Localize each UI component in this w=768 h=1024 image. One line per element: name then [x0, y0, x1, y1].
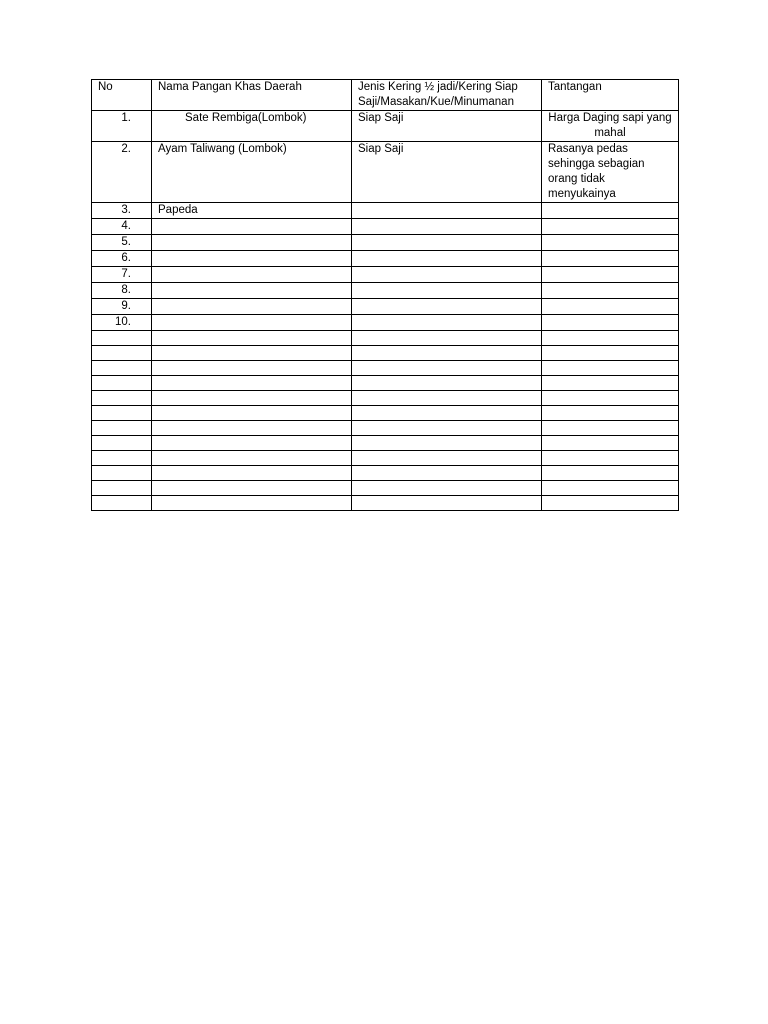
cell-nama — [152, 391, 352, 406]
cell-tantangan — [542, 283, 679, 299]
cell-jenis — [352, 406, 542, 421]
table-row — [92, 406, 679, 421]
cell-nama — [152, 376, 352, 391]
cell-jenis: Siap Saji — [352, 142, 542, 203]
cell-jenis — [352, 235, 542, 251]
cell-nama — [152, 436, 352, 451]
cell-jenis — [352, 391, 542, 406]
cell-jenis — [352, 331, 542, 346]
cell-jenis: Siap Saji — [352, 111, 542, 142]
cell-tantangan — [542, 235, 679, 251]
cell-no — [92, 376, 152, 391]
header-tantangan: Tantangan — [542, 80, 679, 111]
cell-no — [92, 466, 152, 481]
cell-no — [92, 436, 152, 451]
cell-nama — [152, 466, 352, 481]
cell-nama — [152, 421, 352, 436]
table-row — [92, 421, 679, 436]
cell-no — [92, 481, 152, 496]
cell-jenis — [352, 421, 542, 436]
cell-nama — [152, 496, 352, 511]
cell-no: 2. — [92, 142, 152, 203]
cell-jenis — [352, 219, 542, 235]
food-table — [91, 79, 679, 511]
cell-tantangan: Rasanya pedas sehingga sebagian orang tidak menyukainya — [542, 142, 679, 203]
cell-no: 1. — [92, 111, 152, 142]
cell-tantangan: Harga Daging sapi yang mahal — [542, 111, 679, 142]
cell-nama — [152, 331, 352, 346]
table-row — [92, 299, 679, 315]
cell-nama — [152, 251, 352, 267]
cell-jenis — [352, 251, 542, 267]
cell-nama — [152, 267, 352, 283]
cell-tantangan — [542, 267, 679, 283]
cell-no — [92, 421, 152, 436]
cell-tantangan — [542, 251, 679, 267]
cell-nama — [152, 219, 352, 235]
cell-nama — [152, 315, 352, 331]
cell-no — [92, 451, 152, 466]
cell-no: 5. — [92, 235, 152, 251]
cell-jenis — [352, 283, 542, 299]
cell-tantangan — [542, 203, 679, 219]
cell-nama: Papeda — [152, 203, 352, 219]
cell-nama — [152, 361, 352, 376]
cell-jenis — [352, 436, 542, 451]
table-row — [92, 203, 679, 219]
cell-tantangan — [542, 406, 679, 421]
cell-tantangan — [542, 376, 679, 391]
table-row — [92, 267, 679, 283]
table-row — [92, 235, 679, 251]
cell-tantangan — [542, 451, 679, 466]
header-nama: Nama Pangan Khas Daerah — [152, 80, 352, 111]
cell-nama — [152, 406, 352, 421]
cell-nama — [152, 481, 352, 496]
cell-nama — [152, 451, 352, 466]
cell-no: 3. — [92, 203, 152, 219]
cell-jenis — [352, 315, 542, 331]
table-row — [92, 251, 679, 267]
table-row — [92, 391, 679, 406]
cell-jenis — [352, 203, 542, 219]
cell-nama — [152, 235, 352, 251]
table-row — [92, 346, 679, 361]
cell-tantangan — [542, 496, 679, 511]
cell-tantangan — [542, 299, 679, 315]
cell-no: 10. — [92, 315, 152, 331]
table-row — [92, 315, 679, 331]
cell-tantangan — [542, 466, 679, 481]
cell-tantangan — [542, 421, 679, 436]
cell-tantangan — [542, 361, 679, 376]
cell-tantangan — [542, 331, 679, 346]
cell-no — [92, 391, 152, 406]
cell-jenis — [352, 361, 542, 376]
table-row — [92, 496, 679, 511]
cell-nama — [152, 299, 352, 315]
table-row — [92, 331, 679, 346]
table-row — [92, 361, 679, 376]
cell-jenis — [352, 376, 542, 391]
table-row — [92, 111, 679, 142]
cell-no: 6. — [92, 251, 152, 267]
cell-no — [92, 361, 152, 376]
cell-jenis — [352, 496, 542, 511]
cell-tantangan — [542, 391, 679, 406]
cell-no — [92, 406, 152, 421]
cell-tantangan — [542, 436, 679, 451]
cell-no: 8. — [92, 283, 152, 299]
cell-tantangan — [542, 219, 679, 235]
cell-jenis — [352, 267, 542, 283]
table-row — [92, 451, 679, 466]
cell-nama: Ayam Taliwang (Lombok) — [152, 142, 352, 203]
table-row — [92, 219, 679, 235]
table-row — [92, 481, 679, 496]
cell-nama — [152, 283, 352, 299]
cell-jenis — [352, 466, 542, 481]
cell-jenis — [352, 481, 542, 496]
table-header-row — [92, 80, 679, 111]
cell-no — [92, 346, 152, 361]
table-row — [92, 466, 679, 481]
cell-jenis — [352, 451, 542, 466]
table-row — [92, 376, 679, 391]
header-jenis: Jenis Kering ½ jadi/Kering Siap Saji/Masakan/Kue/Minumanan — [352, 80, 542, 111]
table-row — [92, 283, 679, 299]
cell-tantangan — [542, 346, 679, 361]
header-no: No — [92, 80, 152, 111]
table-row — [92, 142, 679, 203]
cell-tantangan — [542, 315, 679, 331]
cell-no — [92, 331, 152, 346]
table-row — [92, 436, 679, 451]
cell-jenis — [352, 299, 542, 315]
cell-no: 4. — [92, 219, 152, 235]
cell-no: 9. — [92, 299, 152, 315]
cell-tantangan — [542, 481, 679, 496]
cell-jenis — [352, 346, 542, 361]
cell-nama — [152, 346, 352, 361]
cell-no — [92, 496, 152, 511]
cell-nama: Sate Rembiga(Lombok) — [152, 111, 352, 142]
cell-no: 7. — [92, 267, 152, 283]
